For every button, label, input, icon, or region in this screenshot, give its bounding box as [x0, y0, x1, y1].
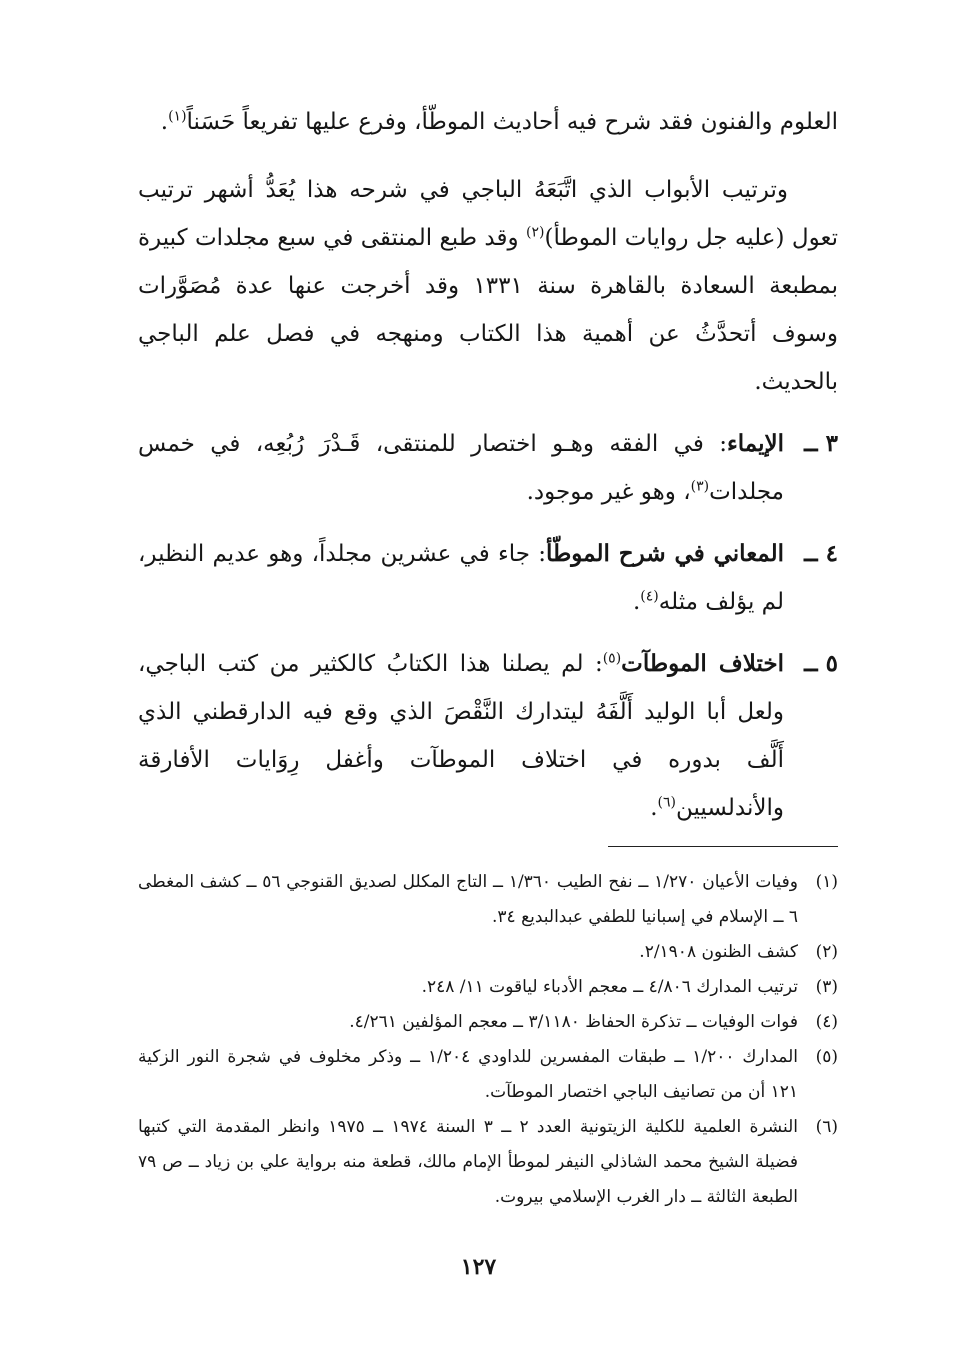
footnote-ref-1[interactable]: (١) — [168, 108, 187, 125]
paragraph-text: العلوم والفنون فقد شرح فيه أحاديث الموطّأ، وفرع عليها تفريعاً حَسَناً — [186, 109, 838, 135]
item-text: . — [650, 795, 658, 821]
item-number: ٤ ــ — [804, 540, 838, 567]
page-number: ١٢٧ — [460, 1254, 497, 1280]
item-title: اختلاف الموطآت — [621, 650, 784, 677]
footnote-mark: (٣) — [815, 977, 838, 997]
list-item-5 — [138, 640, 838, 832]
footnote-mark: (٢) — [815, 942, 838, 962]
footnote-1 — [138, 865, 838, 935]
list-item-3 — [138, 420, 838, 516]
footnote-4 — [138, 1005, 838, 1040]
footnote-divider — [608, 846, 838, 847]
footnote-text: كشف الظنون ٢/١٩٠٨. — [639, 942, 798, 962]
footnote-ref-3[interactable]: (٣) — [690, 478, 710, 495]
footnote-text: فوات الوفيات ــ تذكرة الحفاظ ٣/١١٨٠ ــ معجم المؤلفين ٤/٢٦١. — [349, 1012, 798, 1032]
item-title: الإيماء — [726, 430, 784, 457]
item-title: المعاني في شرح الموطّأ — [545, 540, 784, 567]
paragraph-text: وترتيب الأبواب الذي اتَّبَعَهُ الباجي في شرحه هذا يُعَدُّ أشهر ترتيب تعول (عليه جل روايات الموطأ) — [138, 177, 838, 251]
item-body — [138, 420, 784, 516]
paragraph-text: وقد طبع المنتقى في سبع مجلدات كبيرة بمطبعة السعادة بالقاهرة سنة ١٣٣١ وقد أخرجت عنها عدة مُصَوَّرات وسوف أتحدَّثُ عن أهمية هذا الكتاب ومنهجه في فصل علم الباجي بالحديث. — [138, 225, 838, 395]
page-body — [138, 98, 838, 1215]
footnote-text: النشرة العلمية للكلية الزيتونية العدد ٢ ــ ٣ السنة ١٩٧٤ ــ ١٩٧٥ وانظر المقدمة التي كتبها فضيلة الشيخ محمد الشاذلي النيفر لموطأ الإمام مالك، قطعة منه برواية علي بن زياد ــ ص ٧٩ الطبعة الثالثة ــ دار الغرب الإسلامي بيروت. — [138, 1117, 798, 1207]
paragraph-continuation — [138, 98, 838, 146]
footnote-6 — [138, 1110, 838, 1215]
footnote-mark: (٦) — [815, 1117, 838, 1137]
footnote-text: ترتيب المدارك ٤/٨٠٦ ــ معجم الأدباء لياقوت ١١/ ٢٤٨. — [421, 977, 798, 997]
item-body — [138, 640, 784, 832]
footnotes — [138, 865, 838, 1215]
item-number: ٥ ــ — [804, 650, 838, 677]
footnote-mark: (٥) — [815, 1047, 838, 1067]
list-item-4 — [138, 530, 838, 626]
item-text: : لم يصلنا هذا الكتابُ كالكثير من كتب الباجي، ولعل أبا الوليد أَلَّفَهُ ليتدارك النَّقْصَ الذي وقع فيه الدارقطني الذي أَلَّف بدوره في اختلاف الموطآت وأغفل رِوَايات الأفارقة والأندلسيين — [138, 651, 784, 821]
footnote-3 — [138, 970, 838, 1005]
footnote-ref-4[interactable]: (٤) — [640, 588, 659, 605]
footnote-text: المدارك ١/٢٠٠ ــ طبقات المفسرين للداودي ١/٢٠٤ ــ وذكر مخلوف في شجرة النور الزكية ١٢١ أن من تصانيف الباجي اختصار الموطآت. — [138, 1047, 798, 1102]
footnote-2 — [138, 935, 838, 970]
item-text: : في الفقه وهـو اختصار للمنتقى، قَـدْرَ رُبُعِه، في خمس مجلدات — [138, 431, 784, 505]
footnote-ref-5[interactable]: (٥) — [602, 650, 622, 667]
footnote-5 — [138, 1040, 838, 1110]
footnote-mark: (١) — [815, 872, 838, 892]
item-text: : جاء في عشرين مجلداً، وهو عديم النظير، لم يؤلف مثله — [138, 541, 784, 615]
footnote-text: وفيات الأعيان ١/٢٧٠ ــ نفح الطيب ١/٣٦٠ ــ التاج المكلل لصديق القنوجي ٥٦ ــ كشف المغطى ٦ ــ الإسلام في إسبانيا للطفي عبدالبديع ٣٤. — [138, 872, 798, 927]
item-number: ٣ ــ — [804, 430, 838, 457]
footnote-ref-2[interactable]: (٢) — [526, 224, 545, 241]
item-body — [138, 530, 784, 626]
item-text: ، وهو غير موجود. — [526, 479, 691, 505]
footnote-mark: (٤) — [815, 1012, 838, 1032]
paragraph-end: . — [160, 109, 169, 135]
paragraph-book-order — [138, 166, 838, 406]
footnote-ref-6[interactable]: (٦) — [657, 794, 676, 811]
item-text: . — [632, 589, 641, 615]
